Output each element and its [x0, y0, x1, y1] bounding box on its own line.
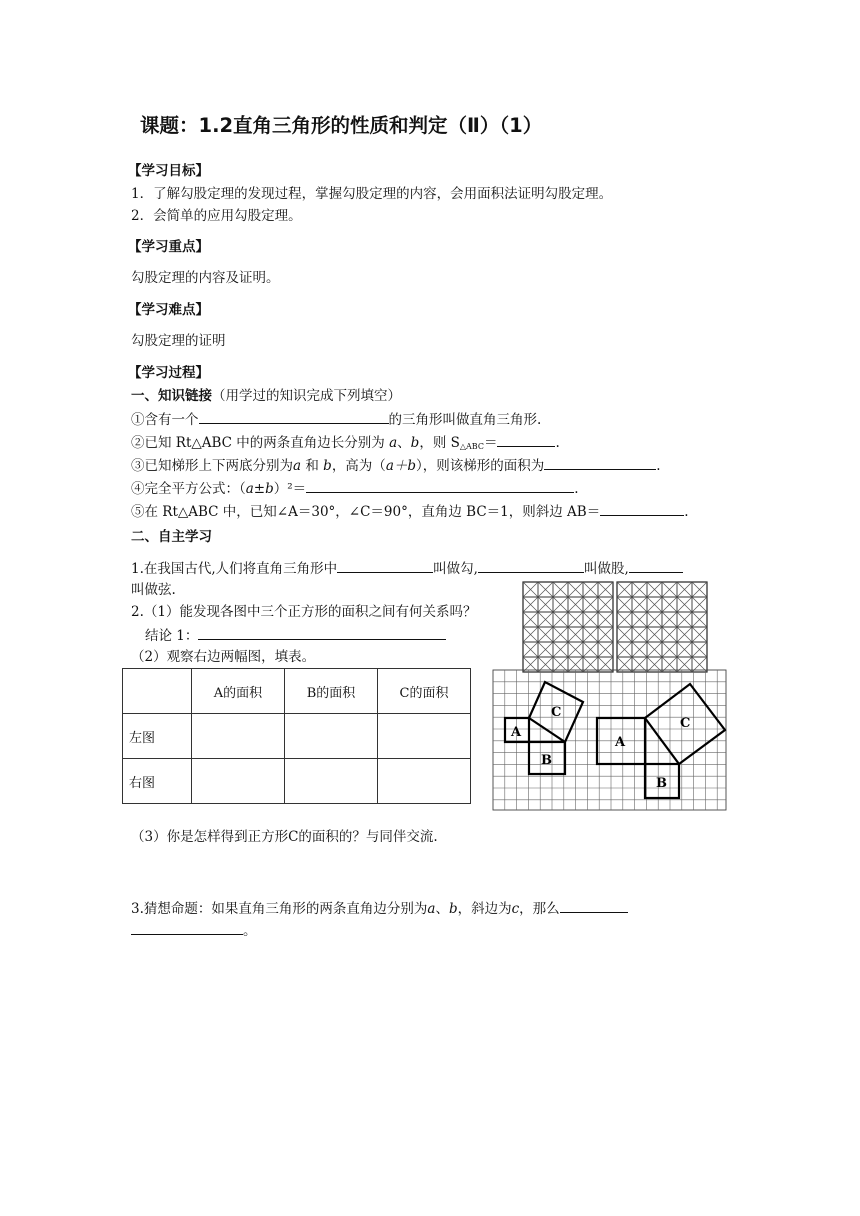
q3-end: .: [656, 458, 661, 474]
q2-eq: ＝: [483, 435, 498, 451]
q3-mid: ，高为（: [331, 458, 386, 474]
q4-text: ④完全平方公式：（: [131, 481, 246, 497]
q5-end: .: [684, 504, 689, 520]
section1-title: 一、知识链接: [131, 388, 212, 404]
process-heading: 【学习过程】: [128, 365, 209, 381]
row-label: 右图: [123, 759, 192, 804]
p3-post: ，那么: [519, 901, 560, 917]
key-points-text: 勾股定理的内容及证明。: [131, 270, 280, 286]
goal-item-2: 2．会简单的应用勾股定理。: [131, 208, 302, 224]
p3-var-a: a: [427, 901, 436, 917]
p3-blank-2[interactable]: [131, 920, 243, 935]
table-header: B的面积: [285, 669, 378, 714]
q4-end: .: [574, 481, 579, 497]
goals-heading: 【学习目标】: [128, 163, 209, 179]
p3-sep: 、: [435, 901, 449, 917]
p2-q2: （2）观察右边两幅图，填表。: [131, 649, 316, 665]
q3-and: 和: [301, 458, 324, 474]
p3-line1: [131, 898, 628, 919]
p1-gou: 叫做勾,: [433, 561, 478, 577]
table-header: A的面积: [192, 669, 285, 714]
table-header: C的面积: [378, 669, 471, 714]
q1-text: ①含有一个: [131, 412, 199, 428]
q2-var-b: b: [410, 435, 420, 451]
crossed-grid-pair: [523, 582, 707, 672]
q2-end: .: [555, 435, 560, 451]
p3-var-c: c: [511, 901, 520, 917]
label-b-right: B: [656, 776, 667, 791]
page-title: 课题：1.2直角三角形的性质和判定（Ⅱ）（1）: [140, 114, 543, 137]
row-label: 左图: [123, 714, 192, 759]
q2-var-a: a: [389, 435, 398, 451]
q5-text: ⑤在 Rt△ABC 中，已知∠A＝30°，∠C＝90°，直角边 BC＝1，则斜边 AB＝: [131, 504, 601, 520]
q3-post: ），则该梯形的面积为: [416, 458, 545, 474]
q3-expr: a＋b: [385, 458, 417, 474]
q2-mid: ，则 S: [419, 435, 460, 451]
label-c-right: C: [680, 716, 691, 731]
label-c-left: C: [551, 705, 562, 720]
p2-q1: 2.（1）能发现各图中三个正方形的面积之间有何关系吗？: [131, 604, 477, 620]
q4-post: ）²＝: [273, 481, 307, 497]
q3-var-b: b: [323, 458, 332, 474]
p1-text: 1.在我国古代,人们将直角三角形中: [131, 561, 338, 577]
difficulties-text: 勾股定理的证明: [131, 333, 226, 349]
p3-end: 。: [243, 923, 257, 939]
p3-text: 3.猜想命题：如果直角三角形的两条直角边分别为: [131, 901, 428, 917]
p1-gu: 叫做股,: [583, 561, 629, 577]
section1-note: （用学过的知识完成下列填空）: [212, 388, 401, 404]
p1-line2: 叫做弦.: [131, 582, 176, 598]
label-b-left: B: [541, 753, 552, 768]
q2-text: ②已知 Rt△ABC 中的两条直角边长分别为: [131, 435, 385, 451]
q3-var-a: a: [293, 458, 302, 474]
goal-item-1: 1．了解勾股定理的发现过程，掌握勾股定理的内容，会用面积法证明勾股定理。: [131, 186, 613, 202]
p3-var-b: b: [448, 901, 458, 917]
key-points-heading: 【学习重点】: [128, 239, 209, 255]
q1-text-end: 的三角形叫做直角三角形.: [388, 412, 542, 428]
p3-blank-1[interactable]: [560, 898, 628, 913]
section2-title: 二、自主学习: [131, 529, 212, 545]
q4-expr: a±b: [245, 481, 274, 497]
conclusion-label: 结论 1：: [145, 628, 199, 644]
p2-q3: （3）你是怎样得到正方形C的面积的？与同伴交流.: [131, 829, 438, 845]
q2-sep: 、: [397, 435, 411, 451]
q3-text: ③已知梯形上下两底分别为: [131, 458, 293, 474]
label-a-right: A: [615, 735, 626, 750]
p3-line2: [131, 920, 257, 941]
label-a-left: A: [511, 725, 522, 740]
difficulties-heading: 【学习难点】: [128, 302, 209, 318]
p3-mid: ，斜边为: [457, 901, 512, 917]
q2-subscript: △ABC: [459, 442, 484, 451]
